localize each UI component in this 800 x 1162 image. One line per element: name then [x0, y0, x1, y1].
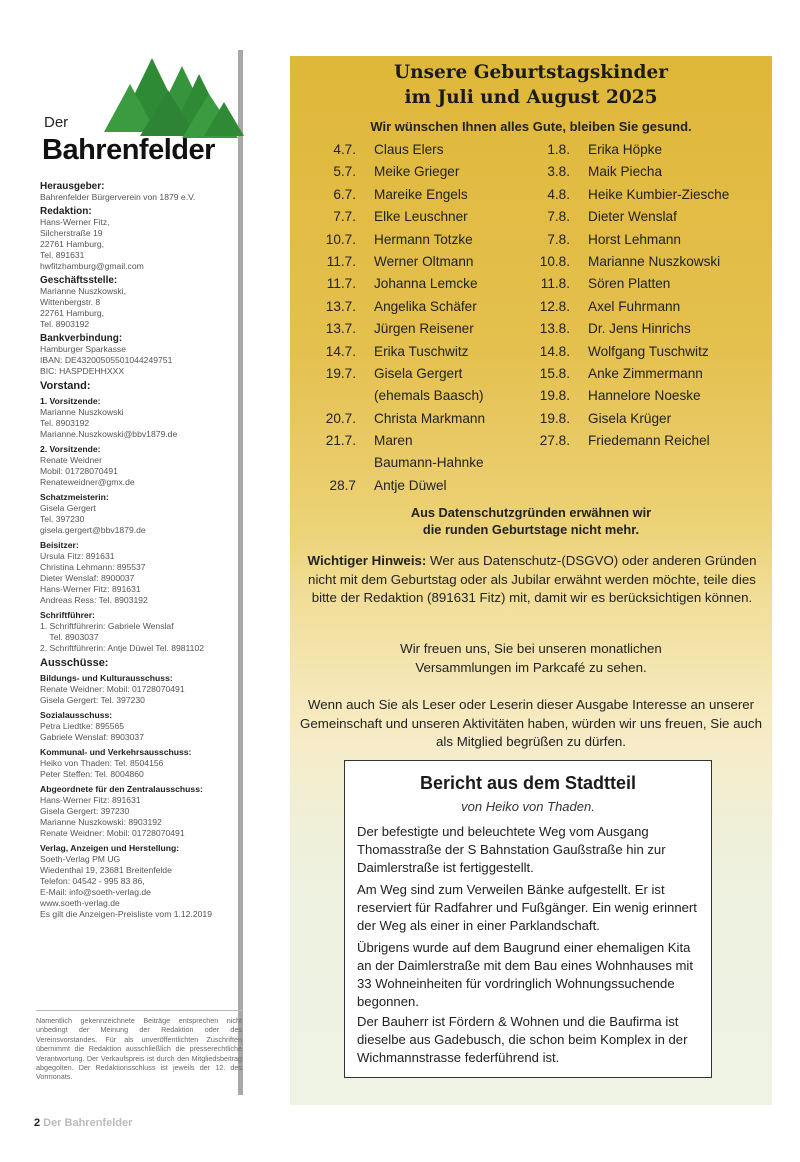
birthday-date: 20.7.	[325, 410, 356, 426]
report-paragraph-3: Übrigens wurde auf dem Baugrund einer ehemaligen Kita an der Daimlerstraße mit dem Bau eines Wohnhauses mit 33 Wohneinheiten für vordringlich Wohnungssuchende begonnen.	[357, 940, 693, 1009]
imprint-line: Petra Liedtke: 895565	[40, 721, 125, 731]
birthday-row	[522, 187, 772, 209]
birthday-row	[290, 276, 530, 298]
vorstand-heading: Vorstand:	[40, 380, 91, 392]
imprint-line: Andreas Ress: Tel. 8903192	[40, 595, 148, 605]
birthday-row	[290, 232, 530, 254]
birthday-date: 10.7.	[325, 231, 356, 247]
birthday-date: 21.7.	[325, 433, 356, 449]
imprint-line: Mobil: 01728070491	[40, 466, 118, 476]
birthday-row	[290, 187, 530, 209]
imprint-line: Marianne Nuszkowski	[40, 407, 124, 417]
birthday-row	[522, 388, 772, 410]
birthday-date: 7.7.	[333, 209, 356, 225]
birthday-row	[290, 455, 530, 477]
birthday-date: 4.8.	[547, 186, 570, 202]
birthday-date: 13.7.	[325, 321, 356, 337]
birthday-row	[290, 209, 530, 231]
birthday-date: 4.7.	[333, 142, 356, 157]
birthday-name: (ehemals Baasch)	[374, 388, 484, 404]
birthday-date: 12.8.	[539, 298, 570, 314]
imprint-line: Marianne Nuszkowski,	[40, 286, 126, 296]
birthday-row	[522, 164, 772, 186]
birthday-name: Elke Leuschner	[374, 209, 468, 225]
birthday-date: 11.8.	[540, 276, 570, 292]
birthday-row	[522, 321, 772, 343]
imprint-line: Bahrenfelder Bürgerverein von 1879 e.V.	[40, 192, 196, 202]
birthday-row	[290, 299, 530, 321]
imprint-line: Telefon: 04542 - 995 83 86,	[40, 876, 145, 886]
birthday-date: 10.8.	[539, 253, 570, 269]
birthday-date: 19.7.	[325, 365, 356, 381]
imprint-email[interactable]: E-Mail: info@soeth-verlag.de	[40, 887, 151, 897]
birthday-name: Gisela Krüger	[588, 410, 672, 426]
birthday-name: Jürgen Reisener	[374, 321, 474, 337]
birthday-title-line1: Unsere Geburtstagskinder	[393, 62, 669, 83]
imprint-line: Tel. 397230	[40, 514, 85, 524]
birthday-name: Mareike Engels	[374, 186, 468, 202]
imprint-line: Christina Lehmann: 895537	[40, 562, 146, 572]
birthday-row	[290, 388, 530, 410]
vorsitzende1-heading: 1. Vorsitzende:	[40, 396, 101, 406]
verlag-heading: Verlag, Anzeigen und Herstellung:	[40, 843, 180, 853]
birthday-row	[522, 366, 772, 388]
birthday-name: Meike Grieger	[374, 164, 460, 180]
imprint-line: Wiedenthal 19, 23681 Breitenfelde	[40, 865, 172, 875]
birthday-name: Erika Tuschwitz	[374, 343, 469, 359]
schatzmeisterin-heading: Schatzmeisterin:	[40, 492, 109, 502]
imprint-line: Peter Steffen: Tel. 8004860	[40, 769, 144, 779]
imprint-line: Tel. 8903192	[40, 418, 90, 428]
imprint-line: Gisela Gergert: Tel. 397230	[40, 695, 145, 705]
birthday-date: 11.7.	[326, 276, 356, 292]
imprint-line: Tel. 8903037	[40, 632, 99, 642]
birthday-row	[522, 411, 772, 433]
birthday-row	[522, 433, 772, 455]
birthday-date: 19.8.	[539, 410, 570, 426]
imprint-website-link[interactable]: www.soeth-verlag.de	[40, 898, 120, 908]
birthday-name: Erika Höpke	[588, 142, 663, 157]
ausschuesse-heading: Ausschüsse:	[40, 657, 109, 669]
logo-der: Der	[44, 114, 69, 131]
birthday-row	[290, 433, 530, 455]
bank-heading: Bankverbindung:	[40, 333, 123, 344]
birthday-row	[522, 209, 772, 231]
birthday-name: Antje Düwel	[374, 477, 447, 493]
birthday-title-line2: im Juli und August 2025	[404, 87, 658, 108]
imprint-line: Hamburger Sparkasse	[40, 344, 126, 354]
birthday-name: Marianne Nuszkowski	[588, 253, 721, 269]
birthday-row	[522, 276, 772, 298]
imprint-email[interactable]: hwfitzhamburg@gmail.com	[40, 261, 144, 271]
birthday-row	[290, 366, 530, 388]
imprint-line: 2. Schriftführerin: Antje Düwel Tel. 8981102	[40, 643, 205, 653]
birthday-name: Johanna Lemcke	[374, 276, 478, 292]
birthday-date: 6.7.	[333, 186, 356, 202]
imprint-email[interactable]: gisela.gergert@bbv1879.de	[40, 525, 146, 535]
imprint-line: 22761 Hamburg,	[40, 308, 105, 318]
birthday-name: Dr. Jens Hinrichs	[588, 321, 691, 337]
birthday-name: Friedemann Reichel	[588, 433, 710, 449]
imprint-line: BIC: HASPDEHHXXX	[40, 366, 125, 376]
report-paragraph-4: Der Bauherr ist Fördern & Wohnen und die Baufirma ist dieselbe aus Gadebusch, die schon beim Komplex in der Wichmannstrasse federführend ist.	[357, 1014, 688, 1065]
imprint-line: Heiko von Thaden: Tel. 8504156	[40, 758, 164, 768]
birthday-wish: Wir wünschen Ihnen alles Gute, bleiben Sie gesund.	[370, 119, 692, 134]
birthday-date: 13.8.	[539, 321, 570, 337]
birthday-date: 7.8.	[547, 231, 570, 247]
imprint-line: Hans-Werner Fitz: 891631	[40, 584, 141, 594]
birthday-row	[290, 164, 530, 186]
page-number: 2	[34, 1117, 41, 1129]
imprint-line: Soeth-Verlag PM UG	[40, 854, 121, 864]
birthday-name: Angelika Schäfer	[374, 298, 477, 314]
imprint-email[interactable]: Renateweidner@gmx.de	[40, 477, 135, 487]
imprint-line: Renate Weidner: Mobil: 01728070491	[40, 828, 185, 838]
membership-note: Wenn auch Sie als Leser oder Leserin dieser Ausgabe Interesse an unserer Gemeinschaft und unseren Aktivitäten haben, würden wir uns freuen, Sie auch als Mitglied begrüßen zu dürfen.	[300, 697, 762, 749]
important-hint	[304, 552, 760, 608]
footer-publication-name: Der Bahrenfelder	[43, 1117, 133, 1129]
imprint-line: Tel. 8903192	[40, 319, 90, 329]
birthday-date: 28.7	[329, 477, 356, 493]
birthday-name: Axel Fuhrmann	[588, 298, 681, 314]
birthday-date: 3.8.	[547, 164, 570, 180]
district-report-box	[344, 760, 712, 1078]
birthday-date: 14.8.	[539, 343, 570, 359]
disclaimer: Namentlich gekennzeichnete Beiträge entsprechen nicht unbedingt der Meinung der Redaktion oder des Vereinsvorstandes. Für als unveröffentlichten Zuschriften übernimmt die Redaktion ausschließlich die presserechtliche Verantwortung. Der Verkaufspreis ist durch den Mitgliedsbeitrag abgegolten. Der Redaktionsschluss ist jeweils der 12. des Vormonats.	[36, 1010, 242, 1082]
imprint-block	[40, 178, 240, 920]
birthday-name: Heike Kumbier-Ziesche	[588, 186, 730, 202]
birthday-row	[290, 142, 530, 164]
hint-label: Wichtiger Hinweis:	[307, 553, 427, 568]
imprint-line: Gisela Gergert: 397230	[40, 806, 130, 816]
july-list	[290, 142, 530, 500]
imprint-line: Gabriele Wenslaf: 8903037	[40, 732, 144, 742]
report-paragraph-2: Am Weg sind zum Verweilen Bänke aufgestellt. Er ist reserviert für Radfahrer und Fußgänger. Ein wenig erinnert der Weg als einer in einer Parklandschaft.	[357, 882, 697, 933]
birthday-date: 1.8.	[547, 142, 570, 157]
birthday-row	[290, 321, 530, 343]
birthday-date: 5.7.	[333, 164, 356, 180]
imprint-line: Es gilt die Anzeigen-Preisliste vom 1.12.2019	[40, 909, 212, 919]
meeting-note: Wir freuen uns, Sie bei unseren monatlichen Versammlungen im Parkcafé zu sehen.	[400, 641, 662, 675]
imprint-line: Silcherstraße 19	[40, 228, 103, 238]
birthday-name: Maik Piecha	[588, 164, 663, 180]
birthday-name: Sören Platten	[588, 276, 671, 292]
imprint-line: Hans-Werner Fitz: 891631	[40, 795, 141, 805]
imprint-sidebar	[36, 50, 240, 1095]
birthday-name: Baumann-Hahnke	[374, 455, 484, 471]
birthday-row	[522, 142, 772, 164]
kommunal-heading: Kommunal- und Verkehrsausschuss:	[40, 747, 192, 757]
birthday-row	[522, 299, 772, 321]
birthday-name: Hannelore Noeske	[588, 388, 701, 404]
birthday-name: Maren	[374, 433, 413, 449]
imprint-line: Renate Weidner: Mobil: 01728070491	[40, 684, 185, 694]
birthday-row	[290, 254, 530, 276]
imprint-line: 1. Schriftführerin: Gabriele Wenslaf	[40, 621, 174, 631]
report-title: Bericht aus dem Stadtteil	[419, 773, 637, 793]
august-list	[522, 142, 772, 455]
bildung-heading: Bildungs- und Kulturausschuss:	[40, 673, 173, 683]
page-footer	[34, 1117, 132, 1129]
birthday-name: Werner Oltmann	[374, 253, 474, 269]
beisitzer-heading: Beisitzer:	[40, 540, 79, 550]
imprint-line: Wittenbergstr. 8	[40, 297, 101, 307]
birthday-row	[290, 478, 530, 500]
privacy-note-line2: die runden Geburtstage nicht mehr.	[422, 522, 640, 537]
report-paragraph-1: Der befestigte und beleuchtete Weg vom Ausgang Thomasstraße der S Bahnstation Gaußstraße hin zur Daimlerstraße ist fertiggestellt.	[357, 824, 666, 875]
report-author: von Heiko von Thaden.	[461, 799, 595, 814]
logo-title: Bahrenfelder	[42, 134, 215, 166]
birthday-row	[522, 344, 772, 366]
birthday-row	[290, 411, 530, 433]
imprint-line: IBAN: DE43200505501044249751	[40, 355, 173, 365]
birthday-date: 11.7.	[326, 253, 356, 269]
birthday-name: Gisela Gergert	[374, 365, 463, 381]
birthday-name: Horst Lehmann	[588, 231, 681, 247]
birthday-row	[522, 232, 772, 254]
birthday-row	[290, 344, 530, 366]
hint-text: Wer aus Datenschutz-(DSGVO) oder anderen Gründen nicht mit dem Geburtstag oder als Jubilar erwähnt werden möchte, teile dies bitte der Redaktion (891631 Fitz) mit, damit wir es berücksichtigen können.	[308, 553, 757, 605]
herausgeber-heading: Herausgeber:	[40, 181, 105, 192]
birthday-name: Claus Elers	[374, 142, 444, 157]
birthday-name: Hermann Totzke	[374, 231, 473, 247]
imprint-line: Hans-Werner Fitz,	[40, 217, 110, 227]
vorsitzende2-heading: 2. Vorsitzende:	[40, 444, 101, 454]
imprint-line: Gisela Gergert	[40, 503, 96, 513]
birthday-name: Christa Markmann	[374, 410, 486, 426]
redaktion-heading: Redaktion:	[40, 206, 92, 217]
birthday-name: Anke Zimmermann	[588, 365, 703, 381]
imprint-line: Ursula Fitz: 891631	[40, 551, 115, 561]
sozial-heading: Sozialausschuss:	[40, 710, 113, 720]
imprint-line: Tel. 891631	[40, 250, 85, 260]
birthday-date: 19.8.	[539, 388, 570, 404]
imprint-line: Marianne Nuszkowski: 8903192	[40, 817, 162, 827]
birthday-name: Dieter Wenslaf	[588, 209, 677, 225]
imprint-line: Dieter Wenslaf: 8900037	[40, 573, 135, 583]
birthday-row	[522, 254, 772, 276]
imprint-email[interactable]: Marianne.Nuszkowski@bbv1879.de	[40, 429, 178, 439]
zentral-heading: Abgeordnete für den Zentralausschuss:	[40, 784, 203, 794]
birthday-date: 13.7.	[325, 298, 356, 314]
birthday-name: Wolfgang Tuschwitz	[588, 343, 709, 359]
birthday-date: 14.7.	[325, 343, 356, 359]
birthday-date: 15.8.	[539, 365, 570, 381]
birthday-date: 27.8.	[539, 433, 570, 449]
birthday-date: 7.8.	[547, 209, 570, 225]
imprint-line: Renate Weidner	[40, 455, 102, 465]
privacy-note-line1: Aus Datenschutzgründen erwähnen wir	[410, 505, 652, 520]
imprint-line: 22761 Hamburg,	[40, 239, 105, 249]
schriftfuehrer-heading: Schriftführer:	[40, 610, 95, 620]
geschaeftsstelle-heading: Geschäftsstelle:	[40, 275, 118, 286]
